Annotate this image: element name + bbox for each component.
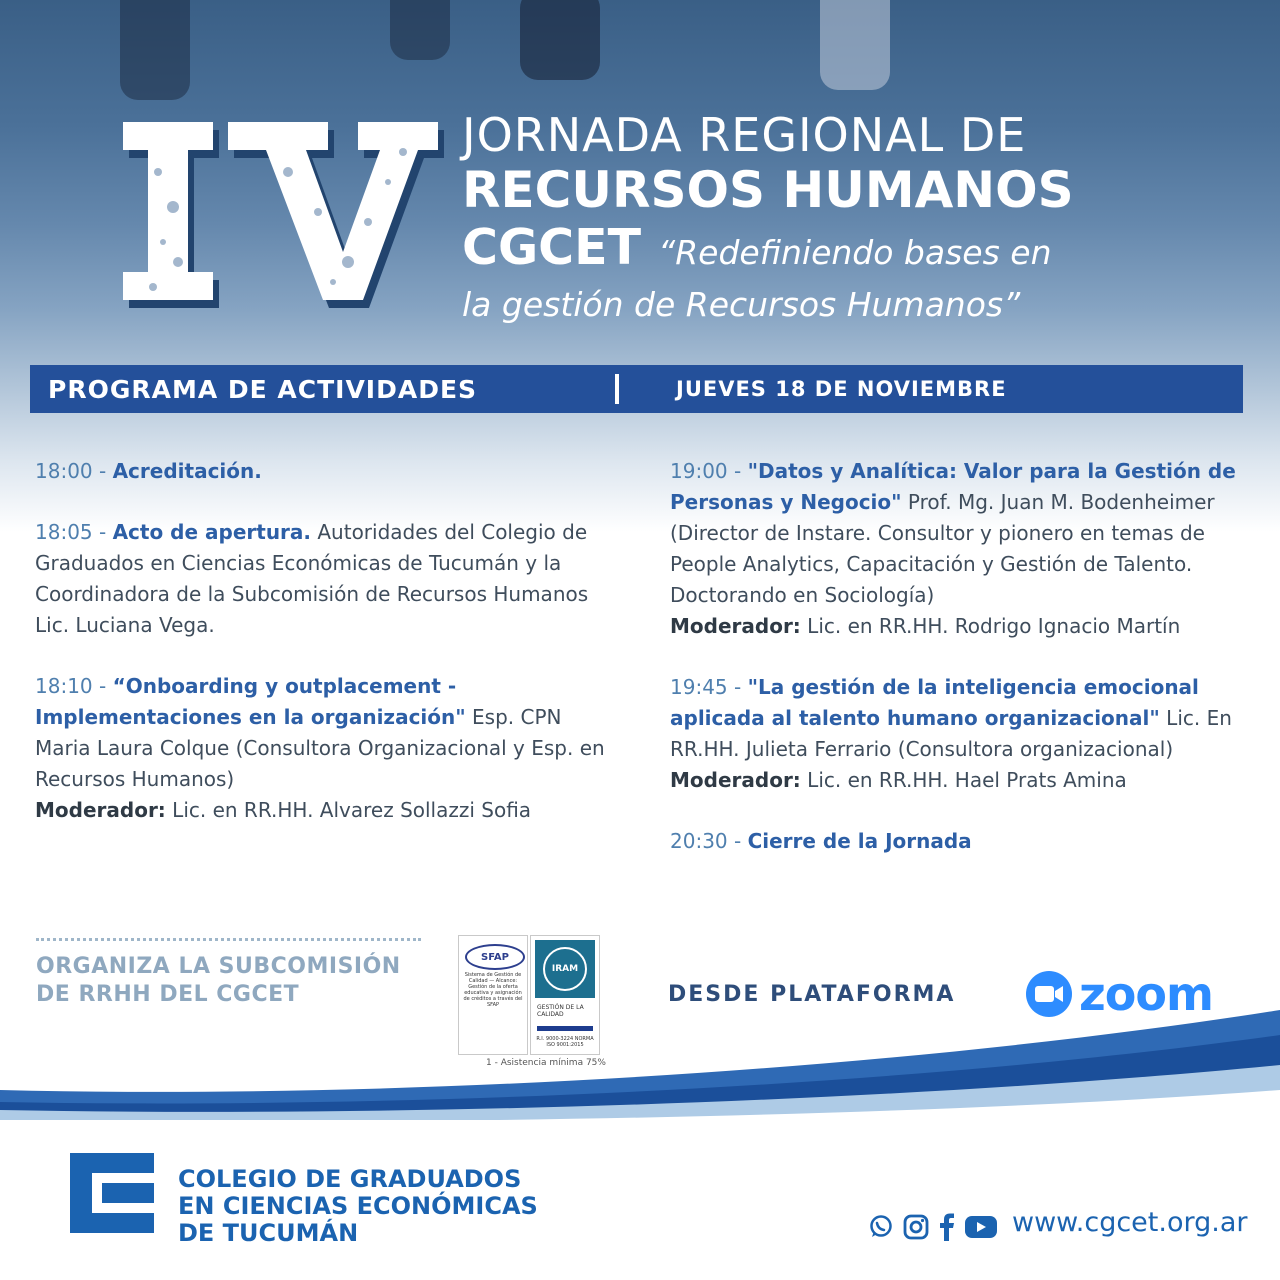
facebook-icon[interactable] <box>938 1213 956 1241</box>
cgcet-logo <box>62 1143 162 1243</box>
schedule-right-column <box>670 456 1255 887</box>
tagline-end: la gestión de Recursos Humanos” <box>462 285 1021 324</box>
schedule-time: 19:00 - <box>670 459 748 483</box>
event-title <box>462 108 1182 327</box>
website-link[interactable]: www.cgcet.org.ar <box>1012 1207 1248 1238</box>
moderator-line <box>670 611 1255 642</box>
schedule-time: 19:45 - <box>670 675 748 699</box>
schedule-title: "La gestión de la inteligencia emocional aplicada al talento humano organizacional" <box>670 675 1199 730</box>
sfap-logo: SFAP <box>465 944 525 970</box>
zoom-wordmark: zoom <box>1079 967 1213 1021</box>
moderator-name: Lic. en RR.HH. Rodrigo Ignacio Martín <box>800 614 1181 638</box>
hero-photo <box>0 0 1280 110</box>
org-name-line-3: DE TUCUMÁN <box>178 1219 359 1247</box>
schedule-title: Acreditación. <box>112 459 262 483</box>
organizer-text <box>36 953 401 1009</box>
organization-name <box>178 1166 538 1247</box>
org-name-line-1: COLEGIO DE GRADUADOS <box>178 1165 522 1193</box>
schedule-title: Cierre de la Jornada <box>747 829 972 853</box>
sfap-text: Sistema de Gestión de Calidad — Alcance: Gestión de la oferta educativa y asignación de créditos a través del SFAP <box>463 972 523 1008</box>
organizer-line-1: ORGANIZA LA SUBCOMISIÓN <box>36 954 401 979</box>
program-band <box>30 365 1243 413</box>
iram-norm: R.I. 9000-3224 NORMA ISO 9001:2015 <box>536 1036 594 1048</box>
attendance-note: 1 - Asistencia mínima 75% <box>486 1058 606 1068</box>
schedule-title: “Onboarding y outplacement - Implementaciones en la organización" <box>35 674 466 729</box>
schedule-item <box>670 456 1255 642</box>
tagline-start: “Redefiniendo bases en <box>658 233 1052 272</box>
schedule-description: Lic. En RR.HH. Julieta Ferrario (Consultora organizacional) <box>670 706 1232 761</box>
iram-logo: IRAM <box>543 947 587 991</box>
schedule-item <box>670 672 1255 796</box>
event-date: JUEVES 18 DE NOVIEMBRE <box>676 377 1007 401</box>
schedule-item <box>35 671 605 826</box>
program-label: PROGRAMA DE ACTIVIDADES <box>48 374 478 404</box>
schedule-title: "Datos y Analítica: Valor para la Gestión de Personas y Negocio" <box>670 459 1236 514</box>
schedule-left-column <box>35 456 605 856</box>
social-icons <box>868 1213 997 1241</box>
moderator-label: Moderador: <box>670 614 801 638</box>
dotted-divider <box>36 938 421 941</box>
band-divider <box>615 374 619 404</box>
schedule-time: 18:05 - <box>35 520 113 544</box>
org-acronym: CGCET <box>462 219 642 276</box>
schedule-time: 18:10 - <box>35 674 113 698</box>
title-line-2: RECURSOS HUMANOS <box>462 161 1074 219</box>
schedule-item <box>35 517 605 641</box>
moderator-name: Lic. en RR.HH. Hael Prats Amina <box>800 768 1127 792</box>
instagram-icon[interactable] <box>903 1214 929 1240</box>
moderator-label: Moderador: <box>35 798 166 822</box>
organizer-line-2: DE RRHH DEL CGCET <box>36 982 300 1007</box>
org-name-line-2: EN CIENCIAS ECONÓMICAS <box>178 1192 538 1220</box>
title-line-3 <box>462 218 1182 283</box>
schedule-description: Esp. CPN Maria Laura Colque (Consultora Organizacional y Esp. en Recursos Humanos) <box>35 705 605 791</box>
schedule-item <box>35 456 605 487</box>
title-line-1: JORNADA REGIONAL DE <box>462 108 1027 162</box>
moderator-label: Moderador: <box>670 768 801 792</box>
schedule-item <box>670 826 1255 857</box>
schedule-description: Prof. Mg. Juan M. Bodenheimer (Director de Instare. Consultor y pionero en temas de People Analytics, Capacitación y Gestión de Talento. Doctorando en Sociología) <box>670 490 1215 607</box>
schedule-title: Acto de apertura. <box>112 520 312 544</box>
platform-label: DESDE PLATAFORMA <box>668 982 956 1007</box>
roman-numeral-iv <box>118 112 448 312</box>
schedule-time: 20:30 - <box>670 829 748 853</box>
whatsapp-icon[interactable] <box>868 1214 894 1240</box>
schedule-time: 18:00 - <box>35 459 113 483</box>
moderator-name: Lic. en RR.HH. Alvarez Sollazzi Sofia <box>165 798 532 822</box>
moderator-line <box>35 795 605 826</box>
schedule-description: Autoridades del Colegio de Graduados en Ciencias Económicas de Tucumán y la Coordinadora de la Subcomisión de Recursos Humanos Lic. Luciana Vega. <box>35 520 589 637</box>
youtube-icon[interactable] <box>965 1215 997 1239</box>
moderator-line <box>670 765 1255 796</box>
iram-text: GESTIÓN DE LA CALIDAD <box>537 1004 584 1018</box>
